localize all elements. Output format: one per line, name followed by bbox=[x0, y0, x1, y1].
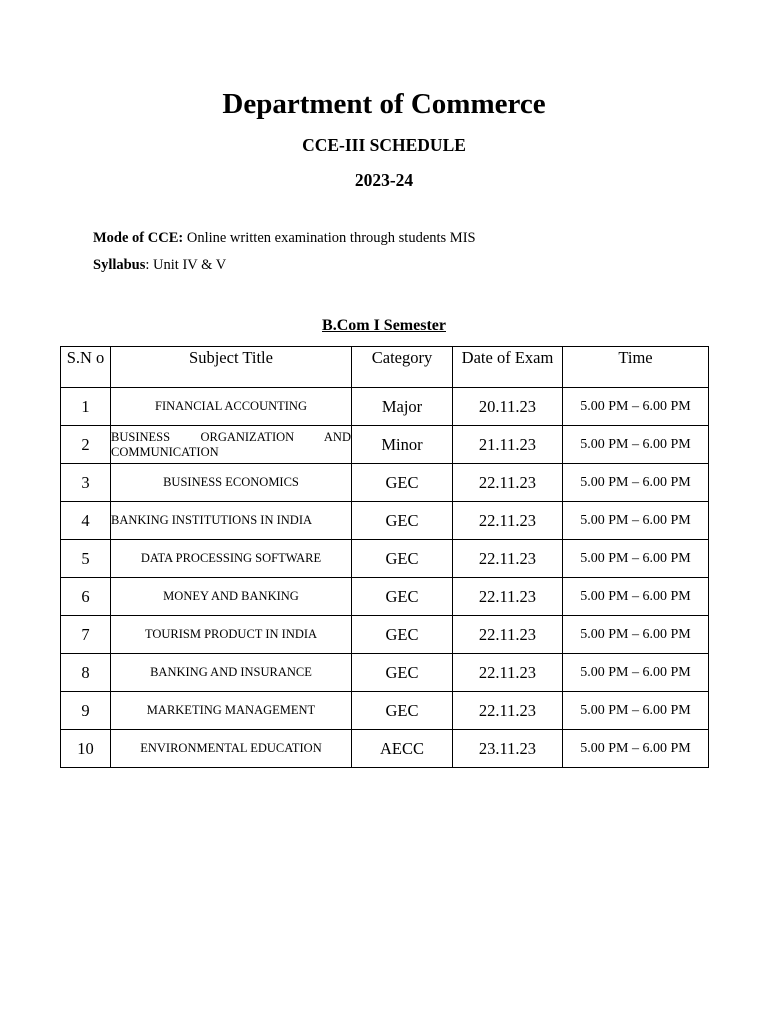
cell-category: GEC bbox=[352, 654, 453, 692]
cell-time: 5.00 PM – 6.00 PM bbox=[563, 426, 709, 464]
schedule-title: CCE-III SCHEDULE bbox=[302, 135, 466, 155]
cell-sno: 1 bbox=[61, 388, 111, 426]
cell-sno: 8 bbox=[61, 654, 111, 692]
cell-time: 5.00 PM – 6.00 PM bbox=[563, 502, 709, 540]
cell-subject: BANKING INSTITUTIONS IN INDIA bbox=[111, 502, 352, 540]
cell-date: 21.11.23 bbox=[453, 426, 563, 464]
table-row bbox=[61, 730, 709, 768]
cell-sno: 5 bbox=[61, 540, 111, 578]
cell-sno: 7 bbox=[61, 616, 111, 654]
cell-time: 5.00 PM – 6.00 PM bbox=[563, 388, 709, 426]
table-row bbox=[61, 464, 709, 502]
table-row bbox=[61, 692, 709, 730]
header-sno: S.N o bbox=[61, 347, 111, 388]
semester-heading: B.Com I Semester bbox=[322, 317, 446, 334]
cell-subject: FINANCIAL ACCOUNTING bbox=[111, 388, 352, 426]
table-row bbox=[61, 654, 709, 692]
cell-time: 5.00 PM – 6.00 PM bbox=[563, 692, 709, 730]
header-date-of-exam: Date of Exam bbox=[453, 347, 563, 388]
cell-subject: BUSINESS ORGANIZATION AND COMMUNICATION bbox=[111, 426, 352, 464]
department-title: Department of Commerce bbox=[222, 88, 546, 120]
header-time: Time bbox=[563, 347, 709, 388]
cell-category: Major bbox=[352, 388, 453, 426]
cell-category: GEC bbox=[352, 464, 453, 502]
cell-subject: BANKING AND INSURANCE bbox=[111, 654, 352, 692]
cell-subject: ENVIRONMENTAL EDUCATION bbox=[111, 730, 352, 768]
cell-category: GEC bbox=[352, 616, 453, 654]
table-row bbox=[61, 426, 709, 464]
cell-sno: 4 bbox=[61, 502, 111, 540]
cell-time: 5.00 PM – 6.00 PM bbox=[563, 464, 709, 502]
cell-date: 22.11.23 bbox=[453, 540, 563, 578]
header-category: Category bbox=[352, 347, 453, 388]
syllabus-value: : Unit IV & V bbox=[145, 257, 227, 273]
table-row bbox=[61, 502, 709, 540]
cell-date: 22.11.23 bbox=[453, 464, 563, 502]
cell-time: 5.00 PM – 6.00 PM bbox=[563, 654, 709, 692]
cell-date: 22.11.23 bbox=[453, 502, 563, 540]
cell-category: GEC bbox=[352, 540, 453, 578]
cell-subject: TOURISM PRODUCT IN INDIA bbox=[111, 616, 352, 654]
cell-subject: MARKETING MANAGEMENT bbox=[111, 692, 352, 730]
cell-sno: 6 bbox=[61, 578, 111, 616]
cell-time: 5.00 PM – 6.00 PM bbox=[563, 540, 709, 578]
mode-label: Mode of CCE: bbox=[93, 230, 184, 246]
cell-sno: 10 bbox=[61, 730, 111, 768]
cell-subject: BUSINESS ECONOMICS bbox=[111, 464, 352, 502]
cell-category: Minor bbox=[352, 426, 453, 464]
syllabus-label: Syllabus bbox=[93, 257, 146, 273]
syllabus bbox=[93, 255, 226, 275]
cell-category: GEC bbox=[352, 502, 453, 540]
table-row bbox=[61, 578, 709, 616]
header-subject-title: Subject Title bbox=[111, 347, 352, 388]
cell-sno: 2 bbox=[61, 426, 111, 464]
cell-date: 20.11.23 bbox=[453, 388, 563, 426]
cell-sno: 3 bbox=[61, 464, 111, 502]
cell-category: GEC bbox=[352, 692, 453, 730]
cell-subject: MONEY AND BANKING bbox=[111, 578, 352, 616]
cell-category: AECC bbox=[352, 730, 453, 768]
mode-value: Online written examination through students MIS bbox=[183, 230, 476, 246]
cell-subject: DATA PROCESSING SOFTWARE bbox=[111, 540, 352, 578]
cell-date: 22.11.23 bbox=[453, 578, 563, 616]
cell-category: GEC bbox=[352, 578, 453, 616]
mode-of-cce bbox=[93, 228, 476, 248]
cell-date: 22.11.23 bbox=[453, 616, 563, 654]
cell-time: 5.00 PM – 6.00 PM bbox=[563, 730, 709, 768]
cell-date: 23.11.23 bbox=[453, 730, 563, 768]
cell-time: 5.00 PM – 6.00 PM bbox=[563, 616, 709, 654]
cell-date: 22.11.23 bbox=[453, 654, 563, 692]
table-row bbox=[61, 616, 709, 654]
cell-date: 22.11.23 bbox=[453, 692, 563, 730]
schedule-table bbox=[60, 346, 709, 768]
cell-sno: 9 bbox=[61, 692, 111, 730]
table-row bbox=[61, 388, 709, 426]
table-row bbox=[61, 540, 709, 578]
academic-year: 2023-24 bbox=[354, 170, 414, 190]
cell-time: 5.00 PM – 6.00 PM bbox=[563, 578, 709, 616]
table-header-row bbox=[61, 347, 709, 388]
